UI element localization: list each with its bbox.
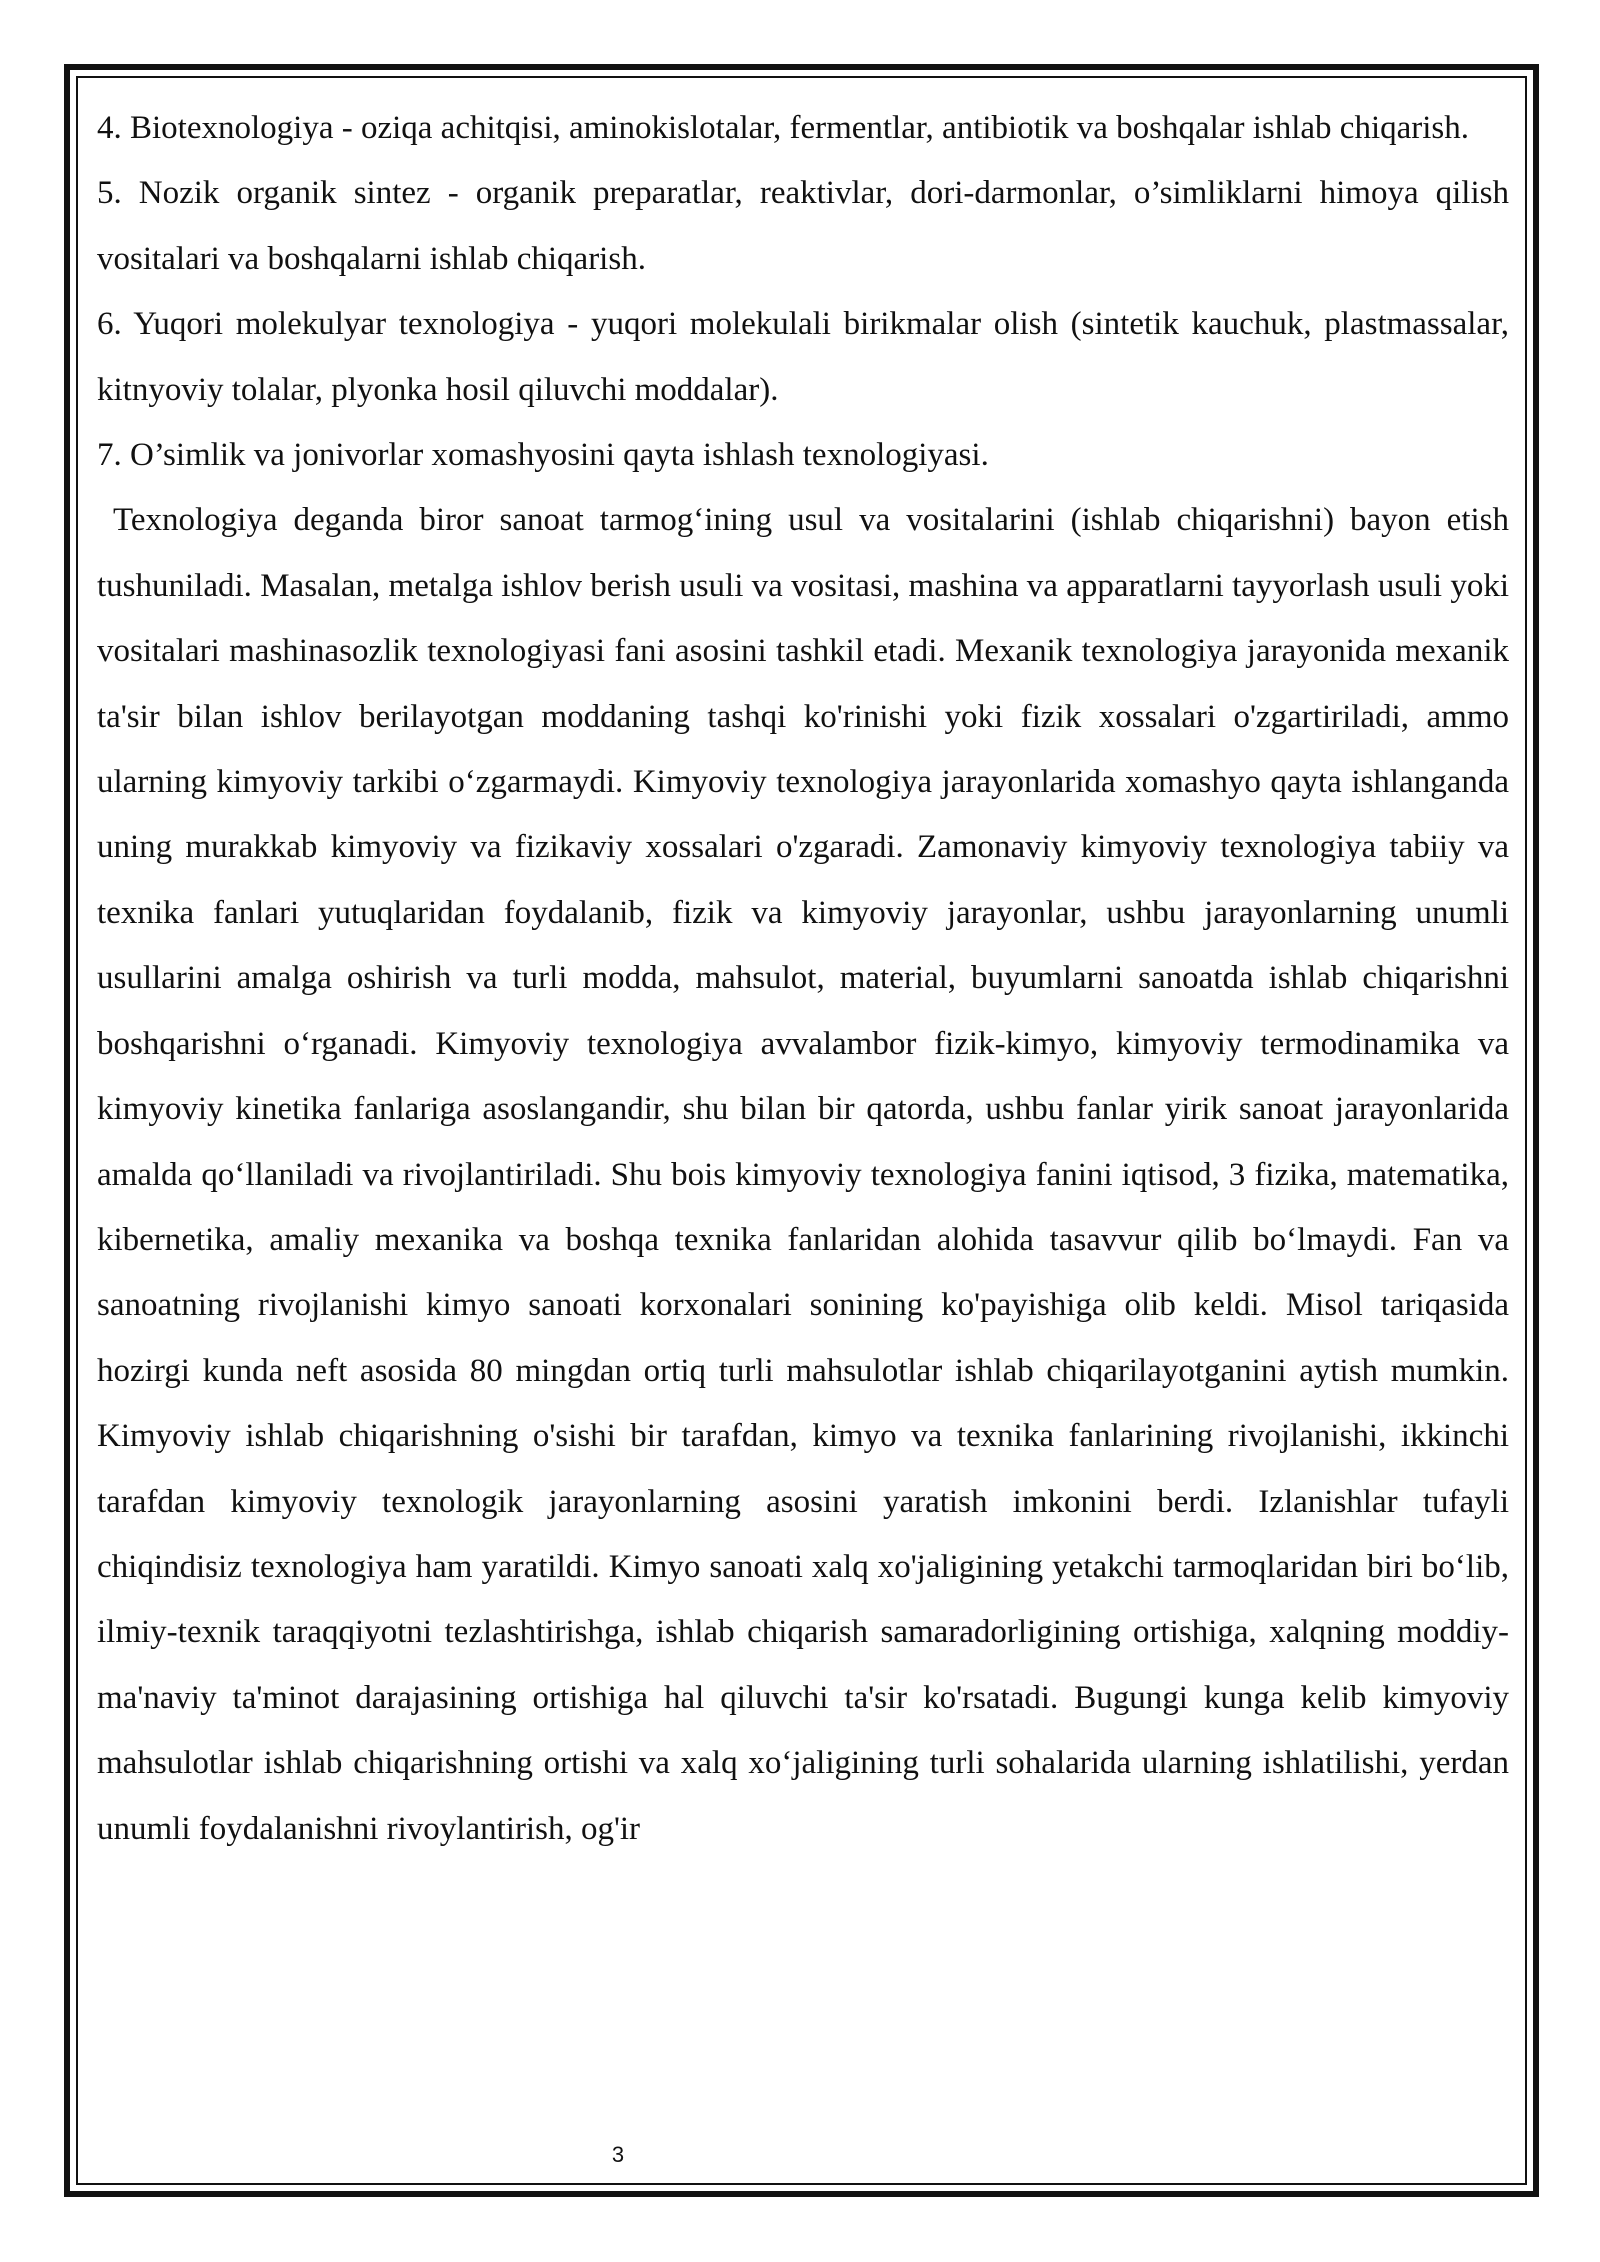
document-body xyxy=(97,96,1509,1862)
list-item-fine-organic-synthesis: 5. Nozik organik sintez - organik preparatlar, reaktivlar, dori-darmonlar, o’simliklarni himoya qilish vositalari va boshqalarni ishlab chiqarish. xyxy=(97,175,1509,277)
page-number: 3 xyxy=(611,2142,625,2167)
body-paragraph-technology: Texnologiya deganda biror sanoat tarmog‘ining usul va vositalarini (ishlab chiqarishni) bayon etish tushuniladi. Masalan, metalga ishlov berish usuli va vositasi, mashina va apparatlarni tayyorlash usuli yoki vositalari mashinasozlik texnologiyasi fani asosini tashkil etadi. Mexanik texnologiya jarayonida mexanik ta'sir bilan ishlov berilayotgan moddaning tashqi ko'rinishi yoki fizik xossalari o'zgartiriladi, ammo ularning kimyoviy tarkibi o‘zgarmaydi. Kimyoviy texnologiya jarayonlarida xomashyo qayta ishlanganda uning murakkab kimyoviy va fizikaviy xossalari o'zgaradi. Zamonaviy kimyoviy texnologiya tabiiy va texnika fanlari yutuqlaridan foydalanib, fizik va kimyoviy jarayonlar, ushbu jarayonlarning unumli usullarini amalga oshirish va turli modda, mahsulot, material, buyumlarni sanoatda ishlab chiqarishni boshqarishni o‘rganadi. Kimyoviy texnologiya avvalambor fizik-kimyo, kimyoviy termodinamika va kimyoviy kinetika fanlariga asoslangandir, shu bilan bir qatorda, ushbu fanlar yirik sanoat jarayonlarida amalda qo‘llaniladi va rivojlantiriladi. Shu bois kimyoviy texnologiya fanini iqtisod, 3 fizika, matematika, kibernetika, amaliy mexanika va boshqa texnika fanlaridan alohida tasavvur qilib bo‘lmaydi. Fan va sanoatning rivojlanishi kimyo sanoati korxonalari sonining ko'payishiga olib keldi. Misol tariqasida hozirgi kunda neft asosida 80 mingdan ortiq turli mahsulotlar ishlab chiqarilayotganini aytish mumkin. Kimyoviy ishlab chiqarishning o'sishi bir tarafdan, kimyo va texnika fanlarining rivojlanishi, ikkinchi tarafdan kimyoviy texnologik jarayonlarning asosini yaratish imkonini berdi. Izlanishlar tufayli chiqindisiz texnologiya ham yaratildi. Kimyo sanoati xalq xo'jaligining yetakchi tarmoqlaridan biri bo‘lib, ilmiy-texnik taraqqiyotni tezlashtirishga, ishlab chiqarish samaradorligining ortishiga, xalqning moddiy-ma'naviy ta'minot darajasining ortishiga hal qiluvchi ta'sir ko'rsatadi. Bugungi kunga kelib kimyoviy mahsulotlar ishlab chiqarishning ortishi va xalq xo‘jaligining turli sohalarida ularning ishlatilishi, yerdan unumli foydalanishni rivoylantirish, og'ir xyxy=(97,502,1509,1847)
list-item-high-molecular-technology: 6. Yuqori molekulyar texnologiya - yuqori molekulali birikmalar olish (sintetik kauchuk, plastmassalar, kitnyoviy tolalar, plyonka hosil qiluvchi moddalar). xyxy=(97,306,1509,408)
list-item-raw-material-processing: 7. O’simlik va jonivorlar xomashyosini qayta ishlash texnologiyasi. xyxy=(97,437,989,474)
list-item-biotechnology: 4. Biotexnologiya - oziqa achitqisi, aminokislotalar, fermentlar, antibiotik va boshqalar ishlab chiqarish. xyxy=(97,110,1470,146)
